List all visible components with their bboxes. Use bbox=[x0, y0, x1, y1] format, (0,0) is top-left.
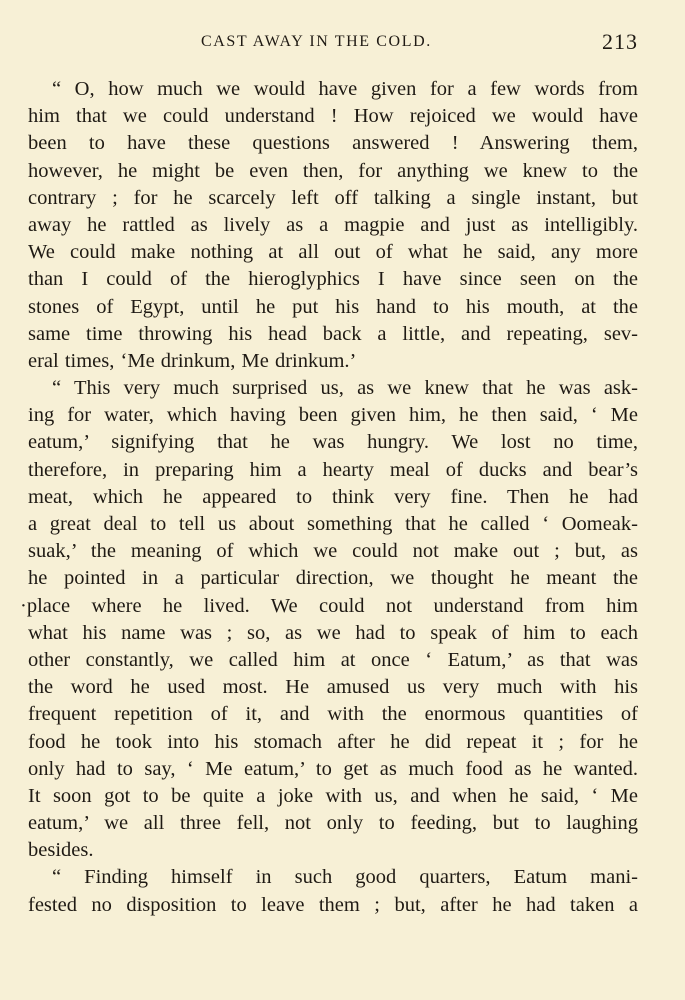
text-line: than I could of the hieroglyphics I have since seen on the bbox=[28, 268, 638, 291]
text-line: fested no disposition to leave them ; but, after he had taken a bbox=[28, 893, 638, 916]
text-line: suak,’ the meaning of which we could not make out ; but, as bbox=[28, 540, 638, 563]
text-line: “ This very much surprised us, as we knew that he was ask- bbox=[52, 377, 638, 400]
text-line: he pointed in a particular direction, we thought he meant the bbox=[28, 567, 638, 590]
text-line: been to have these questions answered ! Answering them, bbox=[28, 132, 638, 155]
text-line: besides. bbox=[28, 839, 94, 862]
text-line: meat, which he appeared to think very fine. Then he had bbox=[28, 485, 638, 508]
text-line: what his name was ; so, as we had to speak of him to each bbox=[28, 621, 638, 644]
text-line: eatum,’ we all three fell, not only to feeding, but to laughing bbox=[28, 812, 638, 835]
text-line: therefore, in preparing him a hearty meal of ducks and bear’s bbox=[28, 458, 638, 481]
text-line: other constantly, we called him at once ‘ Eatum,’ as that was bbox=[28, 648, 638, 671]
text-line: “ Finding himself in such good quarters, Eatum mani- bbox=[52, 866, 638, 889]
text-line: It soon got to be quite a joke with us, and when he said, ‘ Me bbox=[28, 784, 638, 807]
text-line: We could make nothing at all out of what he said, any more bbox=[28, 241, 638, 264]
body-text bbox=[20, 76, 638, 919]
running-title: CAST AWAY IN THE COLD. bbox=[201, 33, 432, 50]
text-line: stones of Egypt, until he put his hand to his mouth, at the bbox=[28, 295, 638, 318]
text-line: ·place where he lived. We could not understand from him bbox=[20, 594, 638, 617]
text-line: contrary ; for he scarcely left off talking a single instant, but bbox=[28, 186, 638, 209]
text-line: eatum,’ signifying that he was hungry. We lost no time, bbox=[28, 431, 638, 454]
text-line: however, he might be even then, for anything we knew to the bbox=[28, 159, 638, 182]
text-line: same time throwing his head back a little, and repeating, sev- bbox=[28, 322, 638, 345]
text-line: food he took into his stomach after he did repeat it ; for he bbox=[28, 730, 638, 753]
text-line: the word he used most. He amused us very much with his bbox=[28, 676, 638, 699]
text-line: away he rattled as lively as a magpie and just as intelligibly. bbox=[28, 213, 638, 236]
text-line: only had to say, ‘ Me eatum,’ to get as much food as he wanted. bbox=[28, 757, 638, 780]
text-line: a great deal to tell us about something that he called ‘ Oomeak- bbox=[28, 513, 638, 535]
text-line: “ O, how much we would have given for a few words from bbox=[52, 78, 638, 100]
page-number: 213 bbox=[602, 29, 638, 54]
text-line: ing for water, which having been given him, he then said, ‘ Me bbox=[28, 404, 638, 427]
running-head bbox=[28, 31, 638, 61]
text-line: frequent repetition of it, and with the enormous quantities of bbox=[28, 703, 638, 726]
text-line: eral times, ‘Me drinkum, Me drinkum.’ bbox=[28, 349, 357, 372]
text-line: him that we could understand ! How rejoiced we would have bbox=[28, 105, 638, 128]
